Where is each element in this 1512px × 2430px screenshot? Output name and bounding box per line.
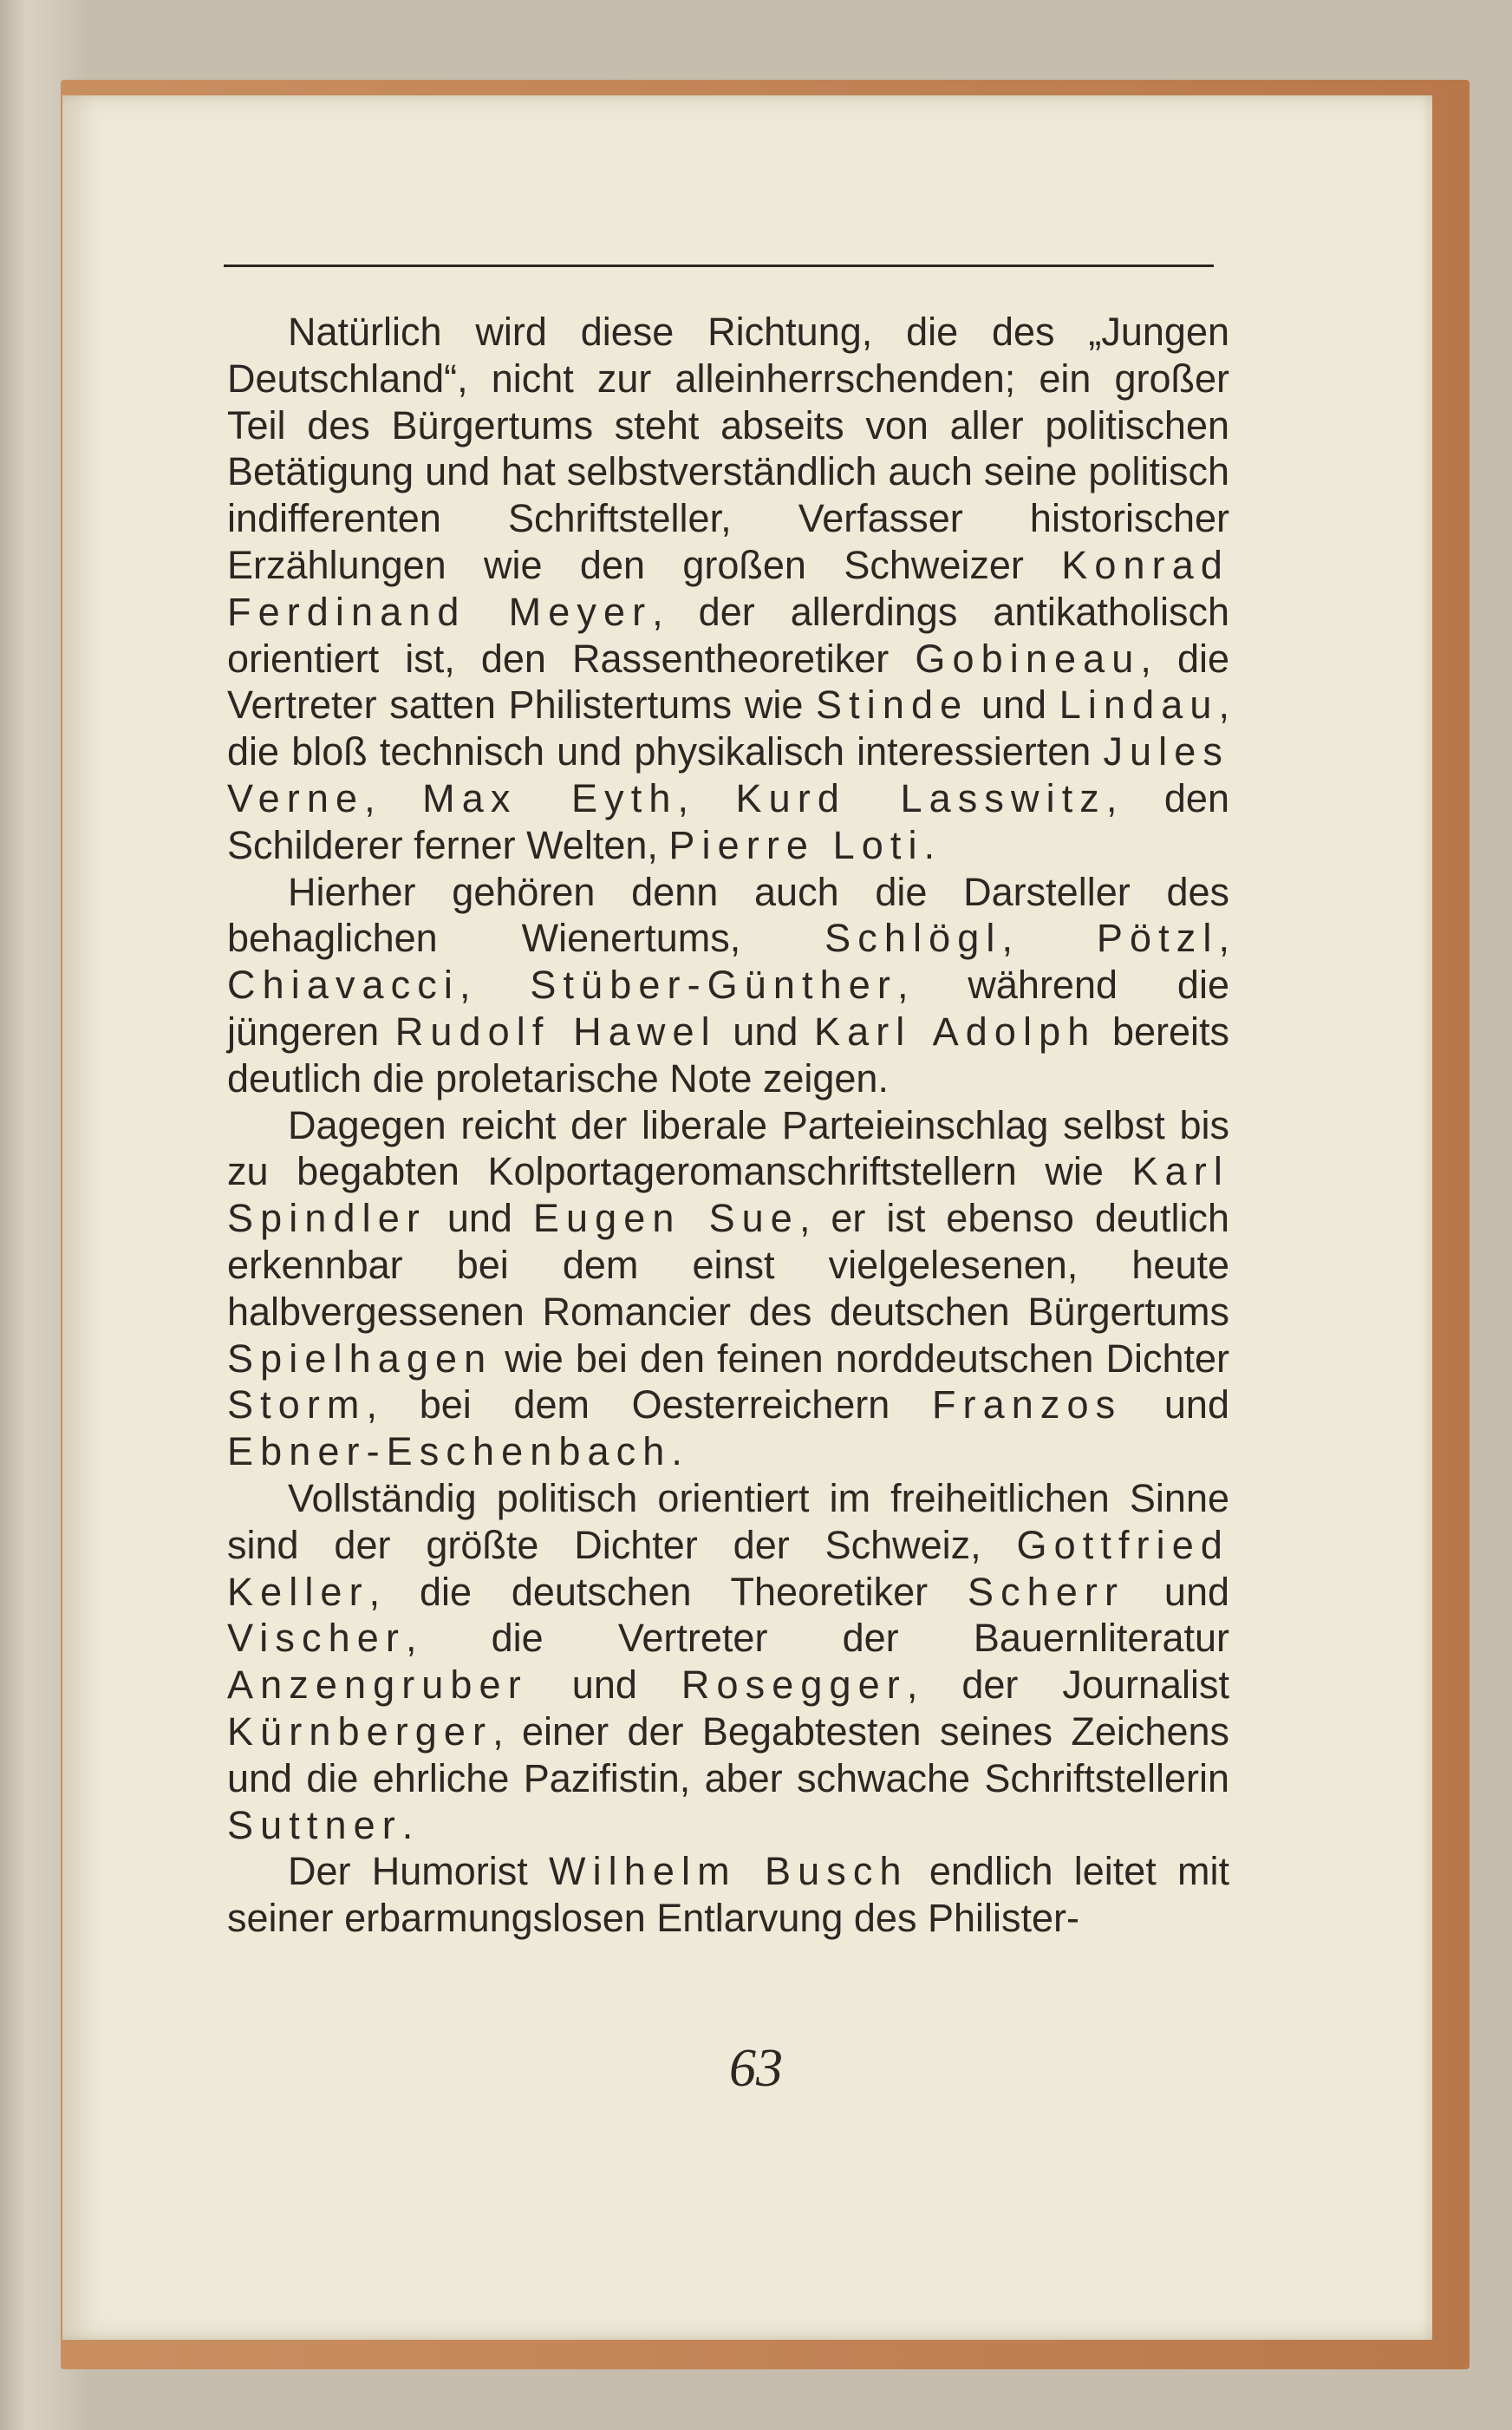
text-run: , während die jüngeren: [227, 963, 1229, 1054]
text-run: , die Vertreter der Bauernliteratur: [405, 1616, 1229, 1661]
spaced-name: Vischer: [227, 1616, 406, 1661]
spaced-name: Eugen Sue: [532, 1196, 799, 1241]
paragraph: [227, 1475, 1229, 1848]
spaced-name: Pötzl: [1096, 916, 1219, 961]
spaced-name: Karl Spindler: [227, 1149, 1229, 1241]
text-run: Vollständig politisch orientiert im freiheitlichen Sinne sind der größte Dichter der Schweiz,: [227, 1475, 1229, 1567]
spaced-name: Rudolf Hawel: [394, 1009, 717, 1054]
text-run: Dagegen reicht der liberale Parteieinschlag selbst bis zu begabten Kolportageromanschriftstellern wie: [227, 1102, 1229, 1194]
spaced-name: Stüber-Günther: [530, 963, 897, 1008]
spaced-name: Wilhelm Busch: [549, 1849, 909, 1894]
text-run: , bei dem Oesterreichern: [366, 1382, 932, 1427]
text-run: ,: [364, 775, 423, 820]
spaced-name: Jules Verne: [227, 729, 1229, 820]
spaced-name: Kürnberger: [227, 1708, 493, 1754]
paragraph: [227, 1102, 1229, 1475]
text-run: .: [401, 1802, 414, 1847]
text-run: wie bei den feinen norddeutschen Dichter: [492, 1336, 1229, 1381]
text-run: bereits deutlich die proletarische Note zeigen.: [227, 1009, 1230, 1101]
text-run: .: [671, 1429, 682, 1474]
text-run: , die deutschen Theoretiker: [368, 1569, 968, 1614]
page-number: 63: [729, 2039, 783, 2098]
text-run: und: [527, 1662, 681, 1708]
text-run: Natürlich wird diese Richtung, die des „Jungen Deutschland“, nicht zur alleinherrschenden; ein großer Teil des Bürgertums steht abseits von aller politischen Betätigung und hat selbstverständlich auch seine politisch indifferenten Schriftsteller, Verfasser historischer Erzählungen wie den großen Schweizer: [227, 310, 1229, 587]
text-run: und: [968, 683, 1059, 728]
spaced-name: Suttner: [227, 1802, 402, 1847]
text-run: , einer der Begabtesten seines Zeichens und die ehrliche Pazifistin, aber schwache Schriftstellerin: [227, 1708, 1229, 1800]
body-text: [227, 309, 1229, 1942]
spaced-name: Ebner-Eschenbach: [227, 1429, 672, 1474]
text-run: ,: [459, 963, 531, 1008]
text-run: ,: [1218, 916, 1229, 961]
spaced-name: Franzos: [931, 1382, 1123, 1427]
spaced-name: Spielhagen: [227, 1336, 493, 1381]
spaced-name: Kurd Lasswitz: [735, 775, 1106, 820]
spaced-name: Stinde: [816, 683, 969, 728]
header-rule: [224, 265, 1214, 267]
spaced-name: Lindau: [1059, 683, 1219, 728]
text-run: , der Journalist: [906, 1662, 1229, 1708]
text-run: Der Humorist: [288, 1849, 550, 1894]
text-run: und: [1124, 1569, 1229, 1614]
spaced-name: Gobineau: [915, 636, 1141, 681]
spaced-name: Konrad Ferdinand Meyer: [227, 542, 1229, 634]
text-run: , der allerdings antikatholisch orientiert ist, den Rassentheoretiker: [227, 589, 1229, 681]
text-run: .: [923, 822, 935, 867]
text-run: , die Vertreter satten Philistertums wie: [227, 636, 1230, 728]
text-run: ,: [677, 775, 736, 820]
spaced-name: Max Eyth: [422, 775, 678, 820]
spaced-name: Chiavacci: [227, 963, 459, 1008]
spaced-name: Storm: [227, 1382, 367, 1427]
text-run: , die bloß technisch und physikalisch interessierten: [227, 683, 1229, 774]
spaced-name: Anzengruber: [227, 1662, 528, 1708]
spaced-name: Gottfried Keller: [227, 1522, 1229, 1614]
spaced-name: Schlögl: [824, 916, 1002, 961]
text-run: Hierher gehören denn auch die Darsteller des behaglichen Wienertums,: [227, 869, 1229, 961]
spaced-name: Scherr: [967, 1569, 1125, 1614]
text-run: und: [426, 1196, 533, 1241]
spaced-name: Karl Adolph: [813, 1009, 1097, 1054]
text-run: endlich leitet mit seiner erbarmungslosen Entlarvung des Philister-: [227, 1849, 1229, 1941]
text-run: und: [716, 1009, 814, 1054]
paragraph: [227, 1848, 1229, 1942]
paragraph: [227, 309, 1229, 869]
text-run: ,: [1001, 916, 1097, 961]
text-run: , er ist ebenso deutlich erkennbar bei dem einst vielgelesenen, heute halbvergessenen Romancier des deutschen Bürgertums: [227, 1196, 1229, 1334]
spaced-name: Pierre Loti: [668, 822, 924, 867]
text-run: und: [1122, 1382, 1229, 1427]
paragraph: [227, 869, 1229, 1102]
text-run: , den Schilderer ferner Welten,: [227, 775, 1229, 867]
spaced-name: Rosegger: [681, 1662, 907, 1708]
